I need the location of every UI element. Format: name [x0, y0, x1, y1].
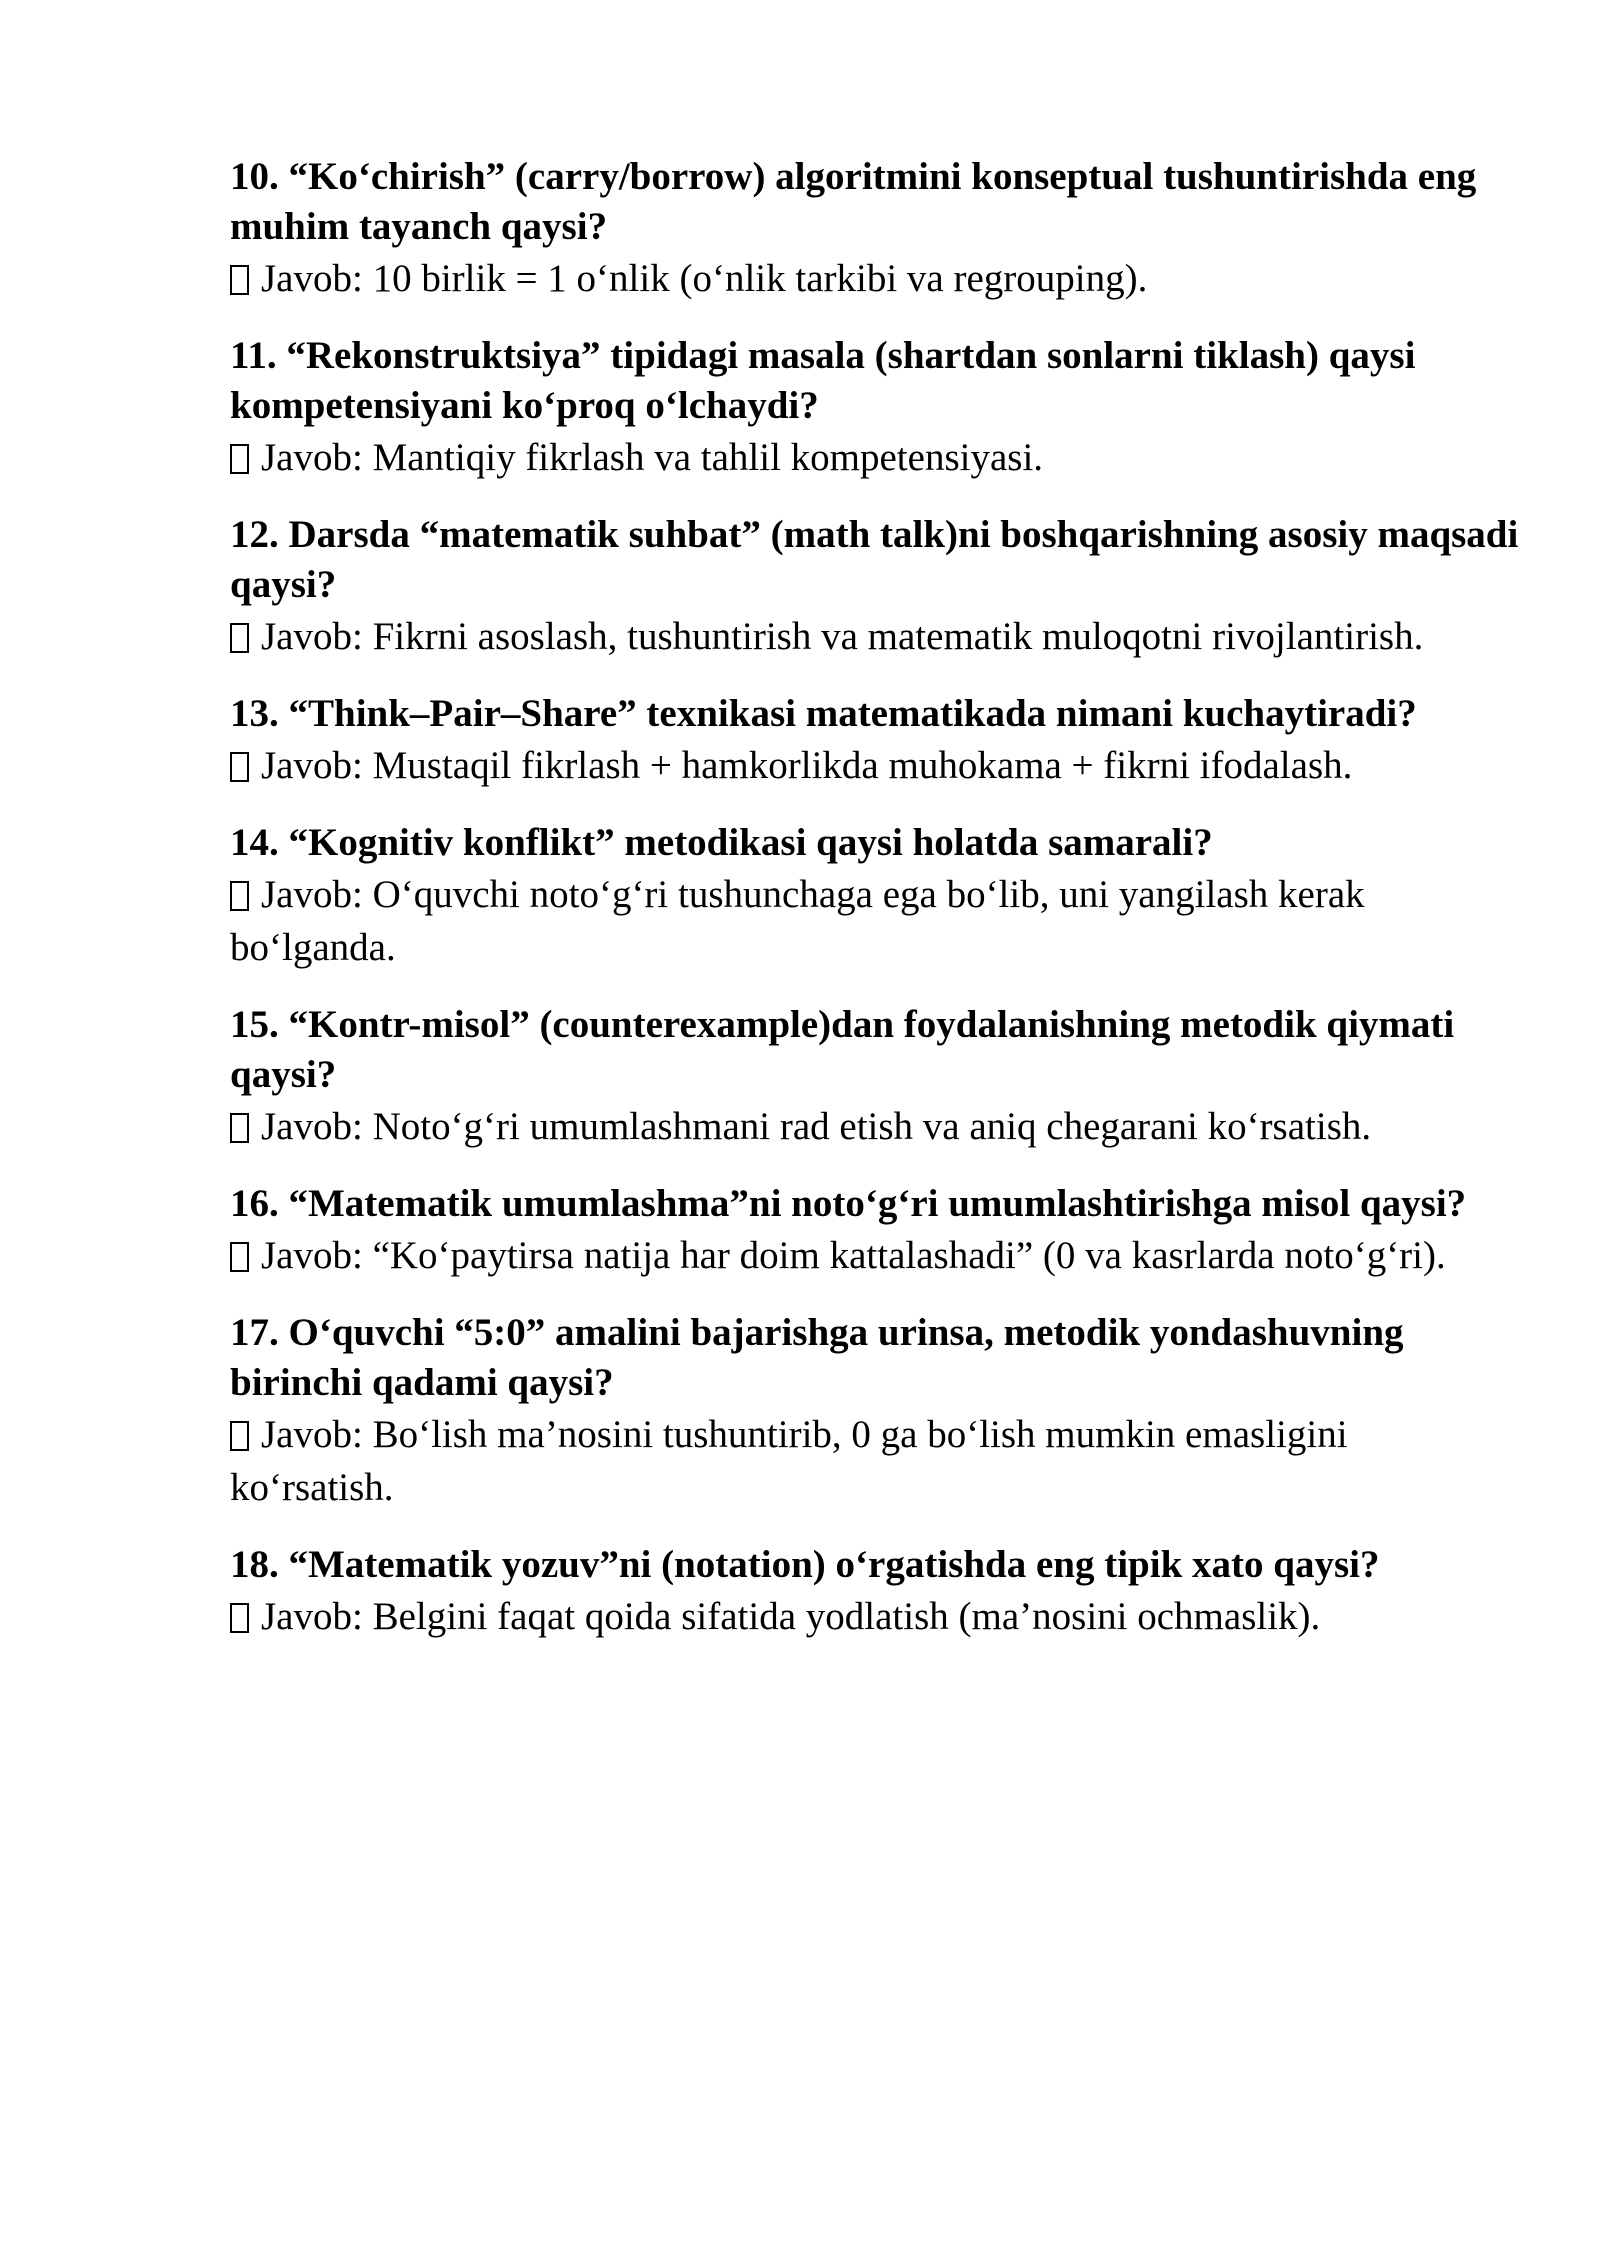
qa-list [230, 152, 1520, 1669]
answer-text: Javob: Fikrni asoslash, tushuntirish va matematik muloqotni rivojlantirish. [261, 615, 1424, 658]
answer-line [230, 1100, 1520, 1153]
question-text: 18. “Matematik yozuv”ni (notation) o‘rgatishda eng tipik xato qaysi? [230, 1543, 1380, 1586]
answer-line [230, 739, 1520, 792]
qa-item [230, 818, 1520, 974]
missing-glyph-icon [230, 623, 249, 653]
qa-item [230, 689, 1520, 792]
answer-line [230, 610, 1520, 663]
qa-item [230, 1308, 1520, 1514]
answer-text: Javob: Mustaqil fikrlash + hamkorlikda muhokama + fikrni ifodalash. [261, 744, 1353, 787]
missing-glyph-icon [230, 265, 249, 295]
qa-item [230, 152, 1520, 305]
answer-line [230, 868, 1520, 974]
missing-glyph-icon [230, 752, 249, 782]
question-text: 11. “Rekonstruktsiya” tipidagi masala (shartdan sonlarni tiklash) qaysi kompetensiyani ko‘proq o‘lchaydi? [230, 334, 1416, 427]
answer-line [230, 431, 1520, 484]
missing-glyph-icon [230, 1242, 249, 1272]
answer-text: Javob: Bo‘lish ma’nosini tushuntirib, 0 ga bo‘lish mumkin emasligini ko‘rsatish. [230, 1413, 1348, 1509]
answer-line [230, 1590, 1520, 1643]
qa-item [230, 1179, 1520, 1282]
missing-glyph-icon [230, 1113, 249, 1143]
missing-glyph-icon [230, 1603, 249, 1633]
qa-item [230, 331, 1520, 484]
answer-text: Javob: 10 birlik = 1 o‘nlik (o‘nlik tarkibi va regrouping). [261, 257, 1148, 300]
answer-text: Javob: Noto‘g‘ri umumlashmani rad etish va aniq chegarani ko‘rsatish. [261, 1105, 1372, 1148]
answer-text: Javob: Belgini faqat qoida sifatida yodlatish (ma’nosini ochmaslik). [261, 1595, 1321, 1638]
qa-item [230, 1000, 1520, 1153]
answer-line [230, 1408, 1520, 1514]
missing-glyph-icon [230, 881, 249, 911]
question-text: 15. “Kontr-misol” (counterexample)dan foydalanishning metodik qiymati qaysi? [230, 1003, 1455, 1096]
answer-text: Javob: Mantiqiy fikrlash va tahlil kompetensiyasi. [261, 436, 1044, 479]
missing-glyph-icon [230, 1421, 249, 1451]
question-text: 12. Darsda “matematik suhbat” (math talk)ni boshqarishning asosiy maqsadi qaysi? [230, 513, 1519, 606]
question-text: 17. O‘quvchi “5:0” amalini bajarishga urinsa, metodik yondashuvning birinchi qadami qaysi? [230, 1311, 1404, 1404]
qa-item [230, 1540, 1520, 1643]
missing-glyph-icon [230, 444, 249, 474]
question-text: 10. “Ko‘chirish” (carry/borrow) algoritmini konseptual tushuntirishda eng muhim tayanch qaysi? [230, 155, 1477, 248]
answer-line [230, 252, 1520, 305]
answer-text: Javob: “Ko‘paytirsa natija har doim kattalashadi” (0 va kasrlarda noto‘g‘ri). [261, 1234, 1446, 1277]
question-text: 16. “Matematik umumlashma”ni noto‘g‘ri umumlashtirishga misol qaysi? [230, 1182, 1467, 1225]
answer-line [230, 1229, 1520, 1282]
qa-item [230, 510, 1520, 663]
question-text: 14. “Kognitiv konflikt” metodikasi qaysi holatda samarali? [230, 821, 1213, 864]
answer-text: Javob: O‘quvchi noto‘g‘ri tushunchaga ega bo‘lib, uni yangilash kerak bo‘lganda. [230, 873, 1365, 969]
question-text: 13. “Think–Pair–Share” texnikasi matematikada nimani kuchaytiradi? [230, 692, 1417, 735]
